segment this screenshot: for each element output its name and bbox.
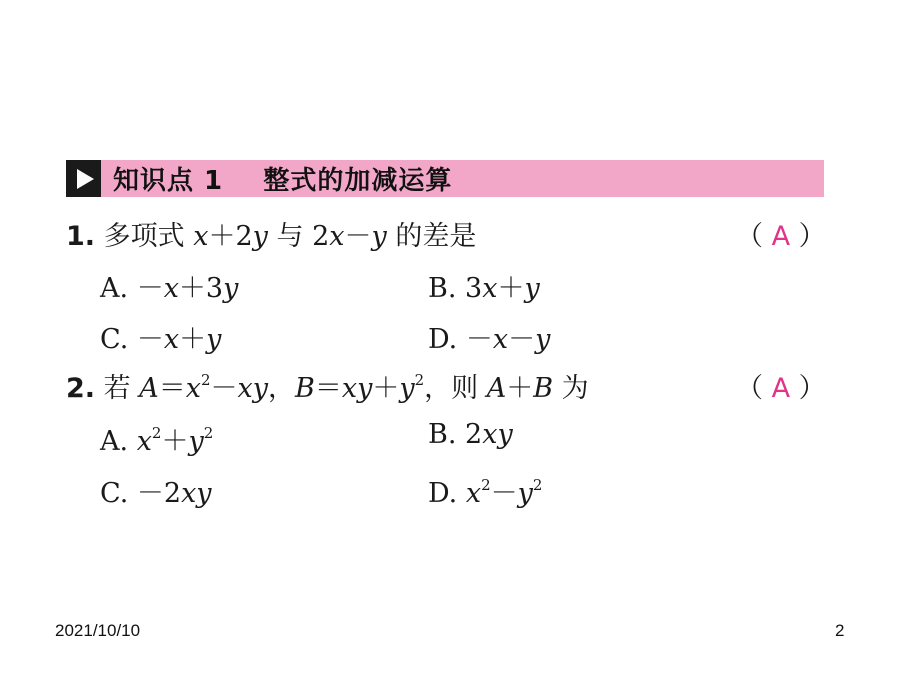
answer-close: ） [790, 221, 826, 252]
option-math: x [482, 273, 498, 304]
option-text: ＋ [161, 426, 189, 457]
stem-text: ， [268, 373, 295, 404]
stem-math: A [139, 373, 159, 404]
option-text: － [508, 324, 536, 355]
option-math: y [524, 273, 540, 304]
stem-text: ＝ [314, 373, 342, 404]
stem-text: 的差是 [386, 221, 477, 252]
option-math: x [163, 273, 179, 304]
section-title: 知识点 1 整式的加减运算 [113, 166, 453, 196]
stem-text: 与 2 [267, 221, 330, 252]
option-text: ＋3 [178, 273, 224, 304]
option-math: x [465, 478, 482, 509]
option-letter: C. [100, 324, 129, 355]
option-math: y [517, 478, 533, 509]
q1-option-a [100, 266, 238, 305]
stem-exponent: 2 [200, 371, 211, 389]
option-math: y [535, 324, 551, 355]
page-number: 2 [835, 621, 845, 640]
option-letter: A. [100, 426, 129, 457]
stem-text: ，则 [424, 373, 487, 404]
option-letter: D. [428, 478, 458, 509]
stem-math: x [193, 221, 209, 252]
stem-math: x [329, 221, 345, 252]
option-text: － [136, 273, 164, 304]
stem-math: y [252, 221, 268, 252]
answer-letter: A [771, 373, 791, 404]
option-text: 2 [465, 419, 483, 450]
stem-math: y [399, 373, 415, 404]
stem-text: － [344, 221, 372, 252]
answer-open: （ [736, 373, 772, 404]
stem-text: ＋2 [208, 221, 253, 252]
option-letter: B. [428, 273, 457, 304]
option-text: ＋ [497, 273, 525, 304]
stem-math: y [371, 221, 387, 252]
option-exponent: 2 [151, 424, 162, 442]
stem-text: 多项式 [103, 221, 194, 252]
stem-text: 为 [553, 373, 589, 404]
option-letter: A. [100, 273, 129, 304]
option-text: － [490, 478, 518, 509]
option-math: x [492, 324, 509, 355]
stem-text: ＋ [372, 373, 400, 404]
option-text: －2 [136, 478, 182, 509]
q2-option-d [428, 471, 542, 510]
stem-math: xy [237, 373, 268, 404]
answer-close: ） [790, 373, 826, 404]
stem-math: B [295, 373, 315, 404]
answer-bracket [736, 366, 826, 405]
q2-option-b [428, 419, 513, 450]
answer-letter: A [771, 221, 791, 252]
option-math: y [188, 426, 204, 457]
option-letter: C. [100, 478, 129, 509]
option-letter: B. [428, 419, 457, 450]
stem-text: ＋ [506, 373, 534, 404]
footer-date: 2021/10/10 [55, 621, 141, 640]
option-text: － [465, 324, 493, 355]
option-exponent: 2 [532, 476, 543, 494]
stem-text: － [210, 373, 238, 404]
question-2 [66, 366, 589, 405]
answer-open: （ [736, 221, 772, 252]
option-math: y [223, 273, 239, 304]
option-math: x [136, 426, 152, 457]
stem-math: B [533, 373, 554, 404]
play-icon [66, 160, 101, 197]
option-math: y [206, 324, 222, 355]
option-math: xy [482, 419, 513, 450]
stem-text: ＝ [158, 373, 186, 404]
option-exponent: 2 [481, 476, 491, 494]
section-header [66, 160, 824, 197]
option-math: xy [181, 478, 212, 509]
option-text: 3 [465, 273, 483, 304]
question-1 [66, 214, 476, 253]
q1-option-d [428, 317, 550, 356]
question-number: 2. [66, 373, 96, 404]
option-text: － [136, 324, 164, 355]
q1-option-c [100, 317, 221, 356]
option-exponent: 2 [203, 424, 214, 442]
option-text: ＋ [179, 324, 207, 355]
option-letter: D. [428, 324, 458, 355]
q1-option-b [428, 266, 540, 305]
answer-bracket [736, 214, 826, 253]
stem-math: x [185, 373, 201, 404]
stem-math: xy [341, 373, 373, 404]
q2-option-a [100, 419, 213, 458]
q2-option-c [100, 471, 212, 510]
stem-exponent: 2 [414, 371, 425, 389]
option-math: x [163, 324, 180, 355]
question-number: 1. [66, 221, 96, 252]
stem-text: 若 [103, 373, 140, 404]
stem-math: A [486, 373, 507, 404]
